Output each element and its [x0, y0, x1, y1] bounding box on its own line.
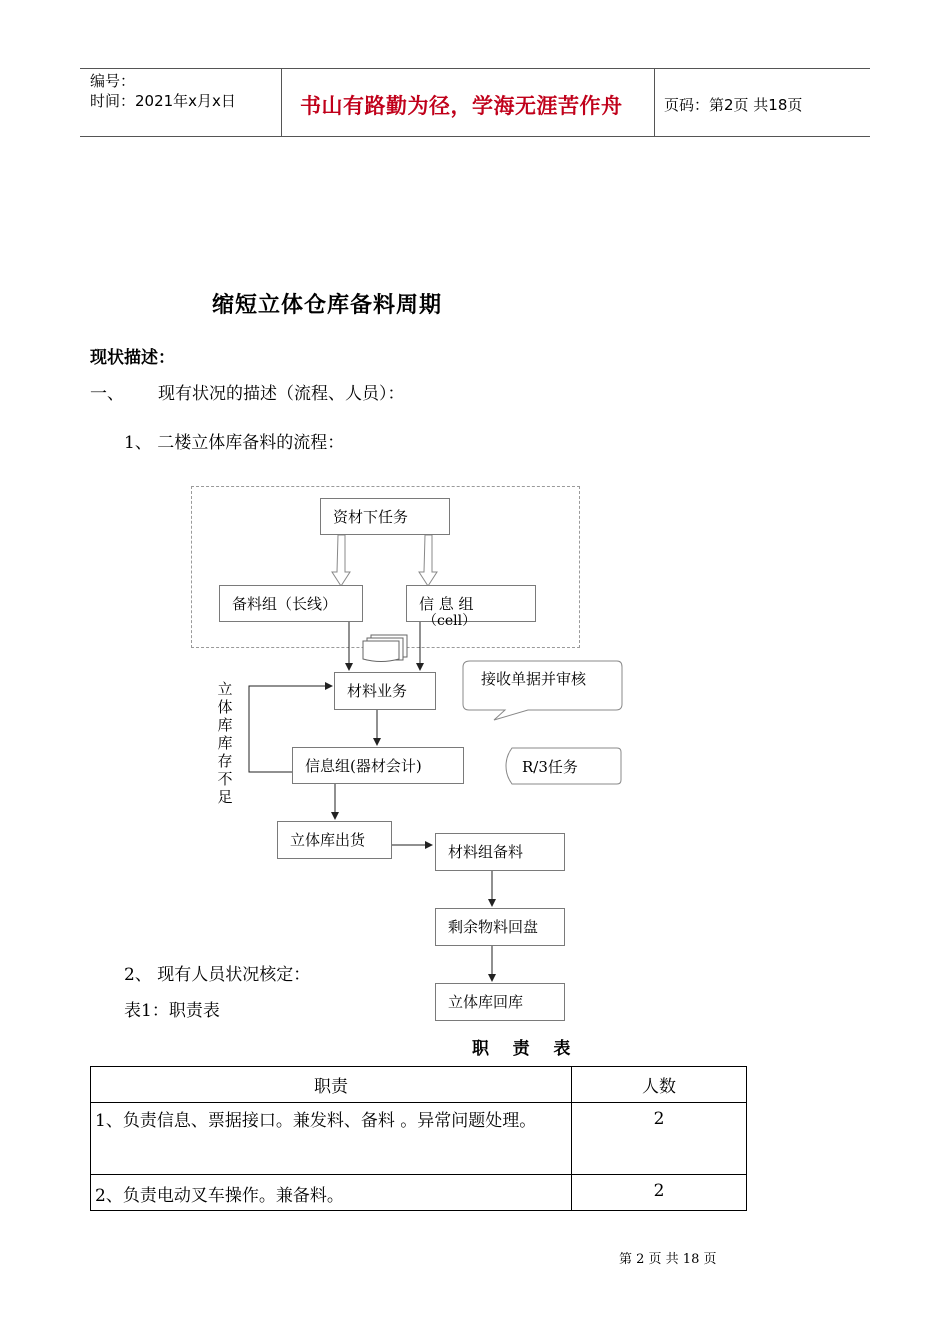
flow-node-info-group-cell: 信 息 组 （cell） — [406, 585, 536, 622]
side-label-stock-shortage: 立 体 库 库 存 不 足 — [217, 680, 233, 806]
item1-number: 一、 — [90, 384, 124, 404]
flow-node-material-business: 材料业务 — [334, 672, 436, 710]
table-caption: 表1：职责表 — [124, 1001, 220, 1021]
item1-text: 现有状况的描述（流程、人员）： — [158, 384, 405, 404]
table-header-duty: 职责 — [91, 1067, 572, 1103]
flow-node-prep-group: 备料组（长线） — [219, 585, 363, 622]
hollow-arrow-to-info-group — [419, 535, 437, 586]
header-motto: 书山有路勤为径，学海无涯苦作舟 — [300, 94, 623, 118]
page-footer: 第 2 页 共 18 页 — [619, 1252, 717, 1267]
table-row — [91, 1103, 747, 1175]
table-cell-duty: 1、负责信息、票据接口。兼发料、备料 。异常问题处理。 — [91, 1103, 572, 1175]
table-header-row — [91, 1067, 747, 1103]
hollow-arrow-to-prep-group — [332, 535, 350, 586]
header-page-info: 页码：第2页 共18页 — [664, 96, 803, 114]
flow-node-warehouse-return: 立体库回库 — [435, 983, 565, 1021]
header-time-label: 时间：2021年x月x日 — [90, 92, 236, 110]
callout-r3-text: R/3任务 — [522, 758, 578, 776]
flow-node-remaining-return: 剩余物料回盘 — [435, 908, 565, 946]
table-header-count: 人数 — [572, 1067, 747, 1103]
table-title: 职 责 表 — [472, 1039, 571, 1059]
flow-node-material-prep: 材料组备料 — [435, 833, 565, 871]
section-heading: 现状描述： — [90, 348, 175, 368]
table-row — [91, 1175, 747, 1211]
flow-node-warehouse-outbound: 立体库出货 — [277, 821, 392, 859]
callout-receive-text: 接收单据并审核 — [481, 670, 587, 688]
flow-node-material-task: 资材下任务 — [320, 498, 450, 535]
table-cell-count: 2 — [572, 1103, 747, 1175]
subitem-1: 1、 二楼立体库备料的流程： — [124, 433, 345, 453]
document-stack-icon — [363, 635, 407, 662]
flow-node-info-group-accounting: 信息组(器材会计) — [292, 747, 464, 784]
subitem-2: 2、 现有人员状况核定： — [124, 965, 311, 985]
duty-table — [90, 1066, 747, 1211]
table-cell-count: 2 — [572, 1175, 747, 1211]
table-cell-duty: 2、负责电动叉车操作。兼备料。 — [91, 1175, 572, 1211]
header-number-label: 编号： — [90, 72, 136, 90]
document-title: 缩短立体仓库备料周期 — [212, 292, 443, 318]
